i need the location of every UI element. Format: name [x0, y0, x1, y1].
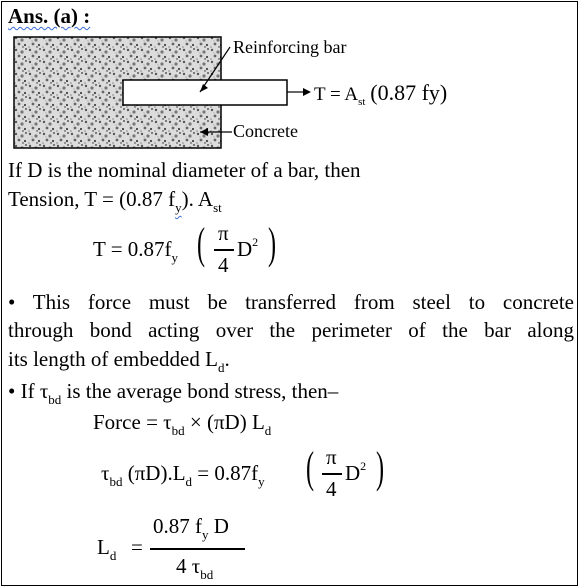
bullet-force-transfer-line2: through bond acting over the perimeter of the bar along: [8, 318, 574, 342]
equation-force: Force = $\tau_{bd} \times (\pi D)$ $L_d$: [93, 410, 272, 438]
answer-label: Ans. (a) :: [8, 4, 91, 28]
text-line-diameter: If D is the nominal diameter of a bar, then: [8, 158, 361, 182]
concrete-label: Concrete: [233, 121, 298, 141]
text-line-tension: Tension, T = (0.87 $f_y$). $A_{st}$: [8, 187, 222, 215]
tension-label: $T = A_{st}$ (0.87 fy): [314, 80, 448, 108]
bullet-force-transfer-line3: its length of embedded $L_d$.: [8, 347, 230, 375]
reinforcing-bar-label: Reinforcing bar: [233, 37, 347, 57]
bullet-force-transfer-line1: • This force must be transferred from steel to concrete: [8, 290, 574, 314]
bullet-bond-stress: • If $\tau_{bd}$ is the average bond stress, then–: [8, 379, 339, 407]
tension-arrow-icon: [303, 88, 311, 96]
